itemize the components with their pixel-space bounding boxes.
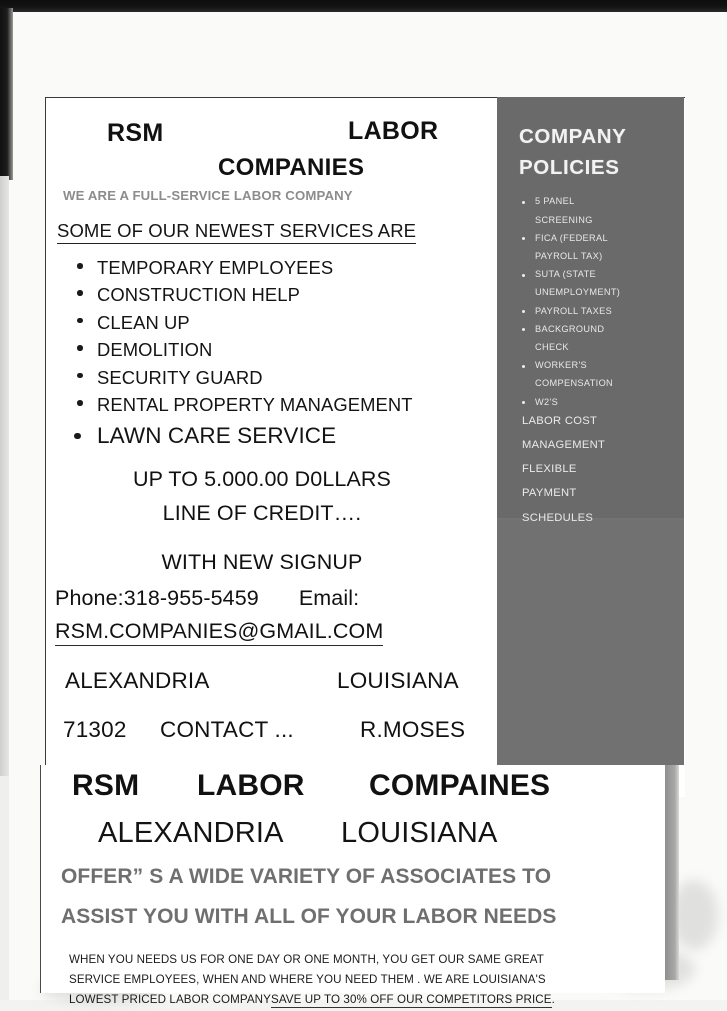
policy-item bbox=[535, 234, 674, 261]
policies-title-line1: COMPANY bbox=[519, 125, 627, 148]
policy-extra-item: LABOR COST bbox=[522, 414, 598, 427]
credit-type-line: LINE OF CREDIT…. bbox=[162, 501, 362, 526]
contact-person: R.MOSES bbox=[360, 717, 466, 743]
service-item bbox=[97, 364, 497, 391]
policy-line-wrap: UNEMPLOYMENT) bbox=[535, 287, 621, 298]
policy-line: PAYROLL TAXES bbox=[535, 305, 613, 316]
policies-title-line2: POLICIES bbox=[519, 156, 620, 180]
service-label: RENTAL PROPERTY MANAGEMENT bbox=[97, 394, 413, 416]
scan-left-light-edge bbox=[0, 176, 9, 776]
email-label: Email: bbox=[298, 586, 360, 611]
flyer-subtitle: WE ARE A FULL-SERVICE LABOR COMPANY bbox=[63, 188, 353, 203]
service-label: LAWN CARE SERVICE bbox=[97, 422, 337, 448]
bullet-icon bbox=[77, 263, 83, 269]
service-item bbox=[97, 336, 497, 363]
fineprint-discount: SAVE UP TO 30% OFF OUR COMPETITORS PRICE bbox=[270, 993, 552, 1007]
policy-line: BACKGROUND bbox=[535, 323, 605, 334]
footer-brand-row bbox=[41, 769, 665, 813]
contact-word: CONTACT ... bbox=[160, 717, 294, 743]
fineprint-post: . bbox=[551, 993, 555, 1007]
credit-condition-line: WITH NEW SIGNUP bbox=[161, 550, 363, 575]
bullet-icon bbox=[77, 400, 83, 406]
scan-left-dark-edge bbox=[0, 8, 13, 180]
credit-amount-line: UP TO 5.000.00 D0LLARS bbox=[133, 467, 391, 492]
bullet-icon bbox=[522, 201, 525, 204]
policy-line-wrap: CHECK bbox=[535, 341, 569, 352]
bullet-icon bbox=[77, 345, 83, 351]
service-item bbox=[97, 391, 497, 418]
footer-brand-compaines: COMPAINES bbox=[369, 769, 551, 802]
policy-item bbox=[535, 325, 674, 352]
city-name: ALEXANDRIA bbox=[65, 668, 210, 694]
bullet-icon bbox=[77, 373, 83, 379]
fineprint-line-1: WHEN YOU NEEDS US FOR ONE DAY OR ONE MONTH, YOU GET OUR SAME GREAT bbox=[69, 953, 544, 966]
bullet-icon bbox=[522, 401, 525, 404]
policies-title bbox=[497, 97, 684, 183]
bullet-icon bbox=[522, 328, 525, 331]
fineprint-line-2: SERVICE EMPLOYEES, WHEN AND WHERE YOU NEED THEM . WE ARE LOUISIANA'S bbox=[69, 973, 546, 987]
footer-state: LOUISIANA bbox=[341, 817, 498, 849]
footer-location-row bbox=[41, 817, 665, 859]
title-word-rsm: RSM bbox=[107, 119, 164, 147]
bullet-icon bbox=[77, 290, 83, 296]
policy-line: W2'S bbox=[535, 396, 559, 407]
footer-city: ALEXANDRIA bbox=[98, 817, 284, 849]
service-label: DEMOLITION bbox=[97, 339, 213, 361]
policy-extra-item: FLEXIBLE bbox=[522, 463, 577, 476]
policy-item bbox=[535, 361, 674, 388]
service-label: SECURITY GUARD bbox=[97, 366, 263, 388]
policy-line-wrap: COMPENSATION bbox=[535, 378, 614, 389]
scan-top-dark-band bbox=[0, 0, 727, 12]
flyer-sheet-secondary bbox=[40, 765, 665, 1007]
policy-extra-item: SCHEDULES bbox=[522, 511, 594, 524]
bullet-icon bbox=[522, 365, 525, 368]
service-item bbox=[97, 254, 497, 281]
fineprint-pre: LOWEST PRICED LABOR COMPANY bbox=[69, 993, 271, 1007]
footer-brand-rsm: RSM bbox=[72, 769, 140, 802]
footer-tagline-1: OFFER” S A WIDE VARIETY OF ASSOCIATES TO bbox=[61, 865, 552, 888]
state-name: LOUISIANA bbox=[337, 668, 459, 694]
policy-item bbox=[535, 307, 674, 316]
bullet-icon bbox=[77, 318, 83, 324]
policy-line-wrap: PAYROLL TAX) bbox=[535, 250, 603, 261]
zip-contact-line bbox=[55, 717, 497, 749]
services-heading: SOME OF OUR NEWEST SERVICES ARE bbox=[57, 220, 416, 244]
bullet-icon bbox=[522, 274, 525, 277]
bullet-icon bbox=[522, 310, 525, 313]
bullet-icon bbox=[522, 237, 525, 240]
scan-tone-band bbox=[497, 520, 684, 765]
policy-item bbox=[535, 270, 674, 297]
policy-item bbox=[535, 398, 674, 407]
title-word-companies: COMPANIES bbox=[218, 154, 365, 181]
policy-extra-item: PAYMENT bbox=[522, 487, 577, 500]
sheet-shadow bbox=[665, 765, 679, 980]
company-policies-panel bbox=[497, 97, 684, 765]
policy-item bbox=[535, 197, 674, 224]
policy-line: FICA (FEDERAL bbox=[535, 232, 608, 243]
service-label: TEMPORARY EMPLOYEES bbox=[97, 257, 334, 278]
footer-brand-labor: LABOR bbox=[197, 769, 305, 802]
zip-code: 71302 bbox=[63, 717, 127, 743]
title-word-labor: LABOR bbox=[348, 117, 439, 145]
footer-tagline-2: ASSIST YOU WITH ALL OF YOUR LABOR NEEDS bbox=[61, 905, 557, 928]
bullet-icon bbox=[74, 433, 81, 440]
policies-list bbox=[497, 197, 684, 406]
contact-line bbox=[55, 586, 497, 611]
flyer-title bbox=[45, 97, 497, 181]
email-address: RSM.COMPANIES@GMAIL.COM bbox=[55, 619, 383, 646]
fineprint-line-3 bbox=[69, 990, 665, 1010]
services-list bbox=[45, 254, 497, 451]
flyer-main-column bbox=[45, 97, 497, 765]
service-label: CLEAN UP bbox=[97, 311, 190, 333]
credit-offer bbox=[45, 467, 497, 575]
service-item bbox=[97, 309, 497, 336]
phone-number: Phone:318-955-5459 bbox=[55, 586, 259, 611]
service-item bbox=[97, 281, 497, 308]
policy-line-wrap: SCREENING bbox=[535, 214, 593, 225]
policy-line: SUTA (STATE bbox=[535, 269, 597, 280]
location-line bbox=[55, 668, 497, 700]
policy-extra-item: MANAGEMENT bbox=[522, 438, 606, 451]
policies-extra-list bbox=[497, 416, 684, 524]
service-label: CONSTRUCTION HELP bbox=[97, 284, 300, 306]
service-item bbox=[97, 421, 497, 452]
policy-line: WORKER'S bbox=[535, 360, 588, 371]
policy-line: 5 PANEL bbox=[535, 196, 575, 207]
footer-fineprint bbox=[69, 950, 665, 1011]
